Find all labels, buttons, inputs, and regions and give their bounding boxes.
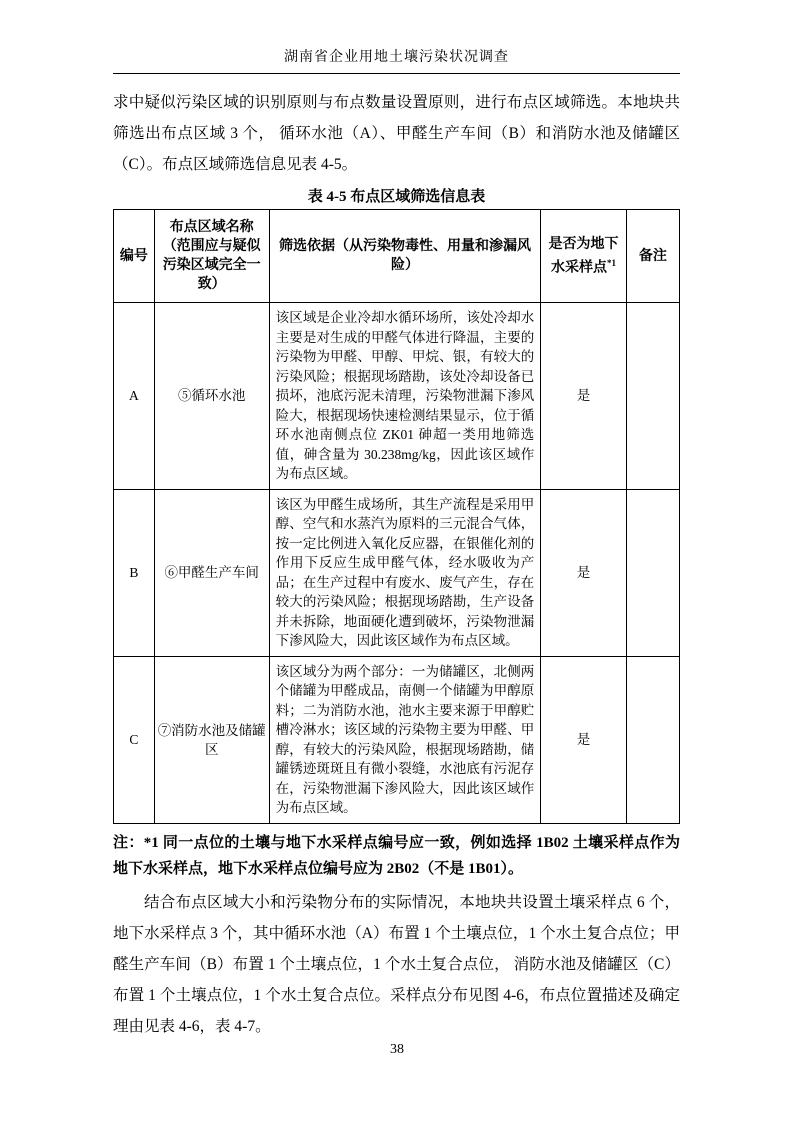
col-header-id	[114, 210, 155, 303]
intro-paragraph: 求中疑似污染区域的识别原则与布点数量设置原则，进行布点区域筛选。本地块共筛选出布点区域 3 个， 循环水池（A）、甲醛生产车间（B）和消防水池及储罐区（C）。布点区域筛选信息见表 4-5。	[113, 94, 680, 173]
col-header-id-label: 编号	[119, 248, 148, 264]
cell-area-name-b: ⑥甲醛生产车间	[154, 489, 269, 656]
page-footer	[0, 1040, 794, 1058]
table-row-a	[114, 303, 680, 490]
col-header-basis	[269, 210, 541, 303]
table-caption: 表 4-5 布点区域筛选信息表	[307, 189, 486, 205]
table-row-c	[114, 656, 680, 823]
col-header-basis-label: 筛选依据（从污染物毒性、用量和渗漏风险）	[278, 239, 531, 273]
table-row-b	[114, 489, 680, 656]
col-header-groundwater-label: 是否为地下水采样点	[548, 236, 619, 276]
cell-groundwater-a: 是	[541, 303, 626, 490]
screening-info-table	[113, 209, 680, 824]
cell-basis-a: 该区域是企业冷却水循环场所，该处冷却水主要是对生成的甲醛气体进行降温，主要的污染物为甲醛、甲醇、甲烷、银，有较大的污染风险；根据现场踏勘，该处冷却设备已损坏，池底污泥未清理，污染物泄漏下渗风险大，根据现场快速检测结果显示，位于循环水池南侧点位 ZK01 砷超一类用地筛选值，砷含量为 30.238mg/kg，因此该区域作为布点区域。	[269, 303, 541, 490]
page-header	[113, 46, 680, 74]
closing-paragraph: 结合布点区域大小和污染物分布的实际情况，本地块共设置土壤采样点 6 个，地下水采样点 3 个，其中循环水池（A）布置 1 个土壤点位，1 个水土复合点位；甲醛生产车间（B）布置 1 个土壤点位，1 个水土复合点位， 消防水池及储罐区（C）布置 1 个土壤点位，1 个水土复合点位。采样点分布见图 4-6，布点位置描述及确定理由见表 4-6，表 4-7。	[113, 893, 680, 1035]
cell-basis-c: 该区域分为两个部分：一为储罐区，北侧两个储罐为甲醛成品，南侧一个储罐为甲醇原料；二为消防水池，池水主要来源于甲醇贮槽冷淋水；该区域的污染物主要为甲醛、甲醇，有较大的污染风险，根据现场踏勘，储罐锈迹斑斑且有微小裂缝，水池底有污泥存在，污染物泄漏下渗风险大，因此该区域作为布点区域。	[269, 656, 541, 823]
cell-id-a: A	[114, 303, 155, 490]
cell-area-name-a: ⑤循环水池	[154, 303, 269, 490]
cell-id-b: B	[114, 489, 155, 656]
cell-area-name-c: ⑦消防水池及储罐区	[154, 656, 269, 823]
col-header-area-name	[154, 210, 269, 303]
col-header-groundwater	[541, 210, 626, 303]
cell-basis-b: 该区为甲醛生成场所，其生产流程是采用甲醇、空气和水蒸汽为原料的三元混合气体，按一定比例进入氧化反应器，在银催化剂的作用下反应生成甲醛气体，经水吸收为产品；在生产过程中有废水、废气产生，存在较大的污染风险；根据现场踏勘，生产设备并未拆除，地面硬化遭到破坏，污染物泄漏下渗风险大，因此该区域作为布点区域。	[269, 489, 541, 656]
table-header-row	[114, 210, 680, 303]
cell-groundwater-b: 是	[541, 489, 626, 656]
col-header-area-name-label: 布点区域名称（范围应与疑似污染区域完全一致）	[162, 220, 261, 292]
cell-groundwater-c: 是	[541, 656, 626, 823]
col-header-remark-label: 备注	[638, 248, 667, 264]
document-body	[113, 87, 680, 1042]
cell-remark-c	[626, 656, 679, 823]
table-footnote: 注：*1 同一点位的土壤与地下水采样点编号应一致，例如选择 1B02 土壤采样点作为地下水采样点，地下水采样点位编号应为 2B02（不是 1B01）。	[113, 834, 680, 877]
footnote-marker: *1	[607, 257, 617, 268]
page-number: 38	[390, 1042, 404, 1057]
cell-remark-b	[626, 489, 679, 656]
cell-id-c: C	[114, 656, 155, 823]
cell-remark-a	[626, 303, 679, 490]
header-title: 湖南省企业用地土壤污染状况调查	[113, 46, 680, 74]
col-header-remark	[626, 210, 679, 303]
